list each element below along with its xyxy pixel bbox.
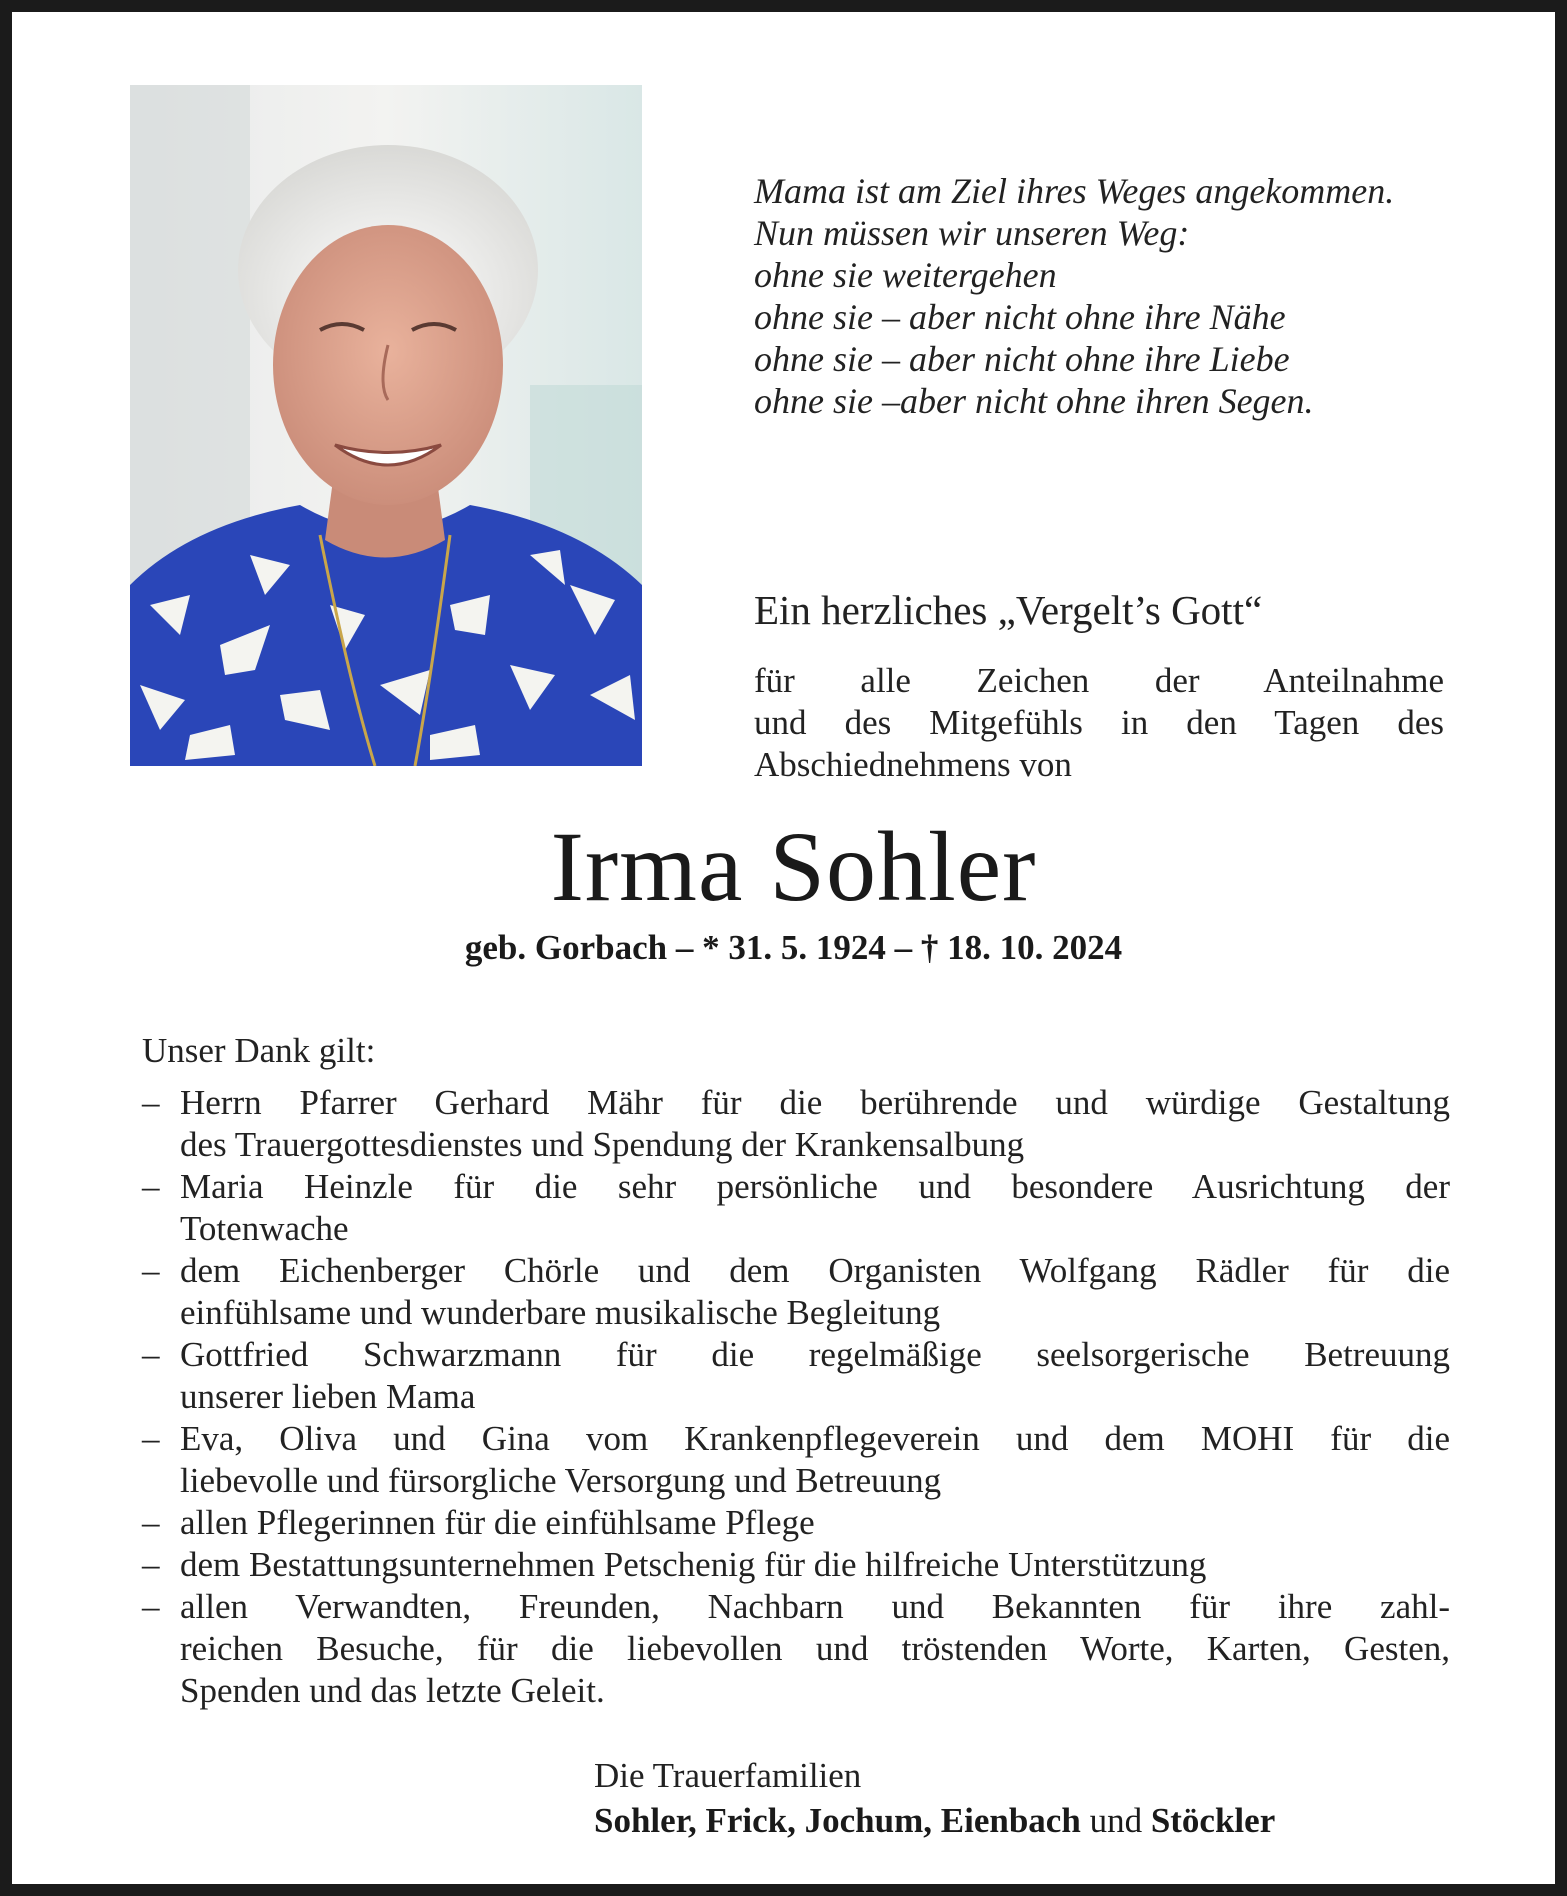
dash-bullet: – [142, 1083, 160, 1122]
list-item [142, 1334, 1450, 1418]
list-item-line: Herrn Pfarrer Gerhard Mähr für die berührende und würdige Gestaltung [180, 1083, 1450, 1122]
family-names: Sohler, Frick, Jochum, Eienbach [594, 1801, 1081, 1840]
acknowledgements-title: Unser Dank gilt: [142, 1031, 376, 1070]
list-item [142, 1586, 1450, 1712]
poem-line: ohne sie weitergehen [754, 255, 1057, 295]
dash-bullet: – [142, 1503, 160, 1542]
list-item [142, 1250, 1450, 1334]
poem-line: ohne sie – aber nicht ohne ihre Liebe [754, 339, 1290, 379]
list-item-line: allen Verwandten, Freunden, Nachbarn und Bekannten für ihre zahl- [180, 1587, 1450, 1626]
list-item-line: Eva, Oliva und Gina vom Krankenpflegeverein und dem MOHI für die [180, 1419, 1450, 1458]
list-item [142, 1418, 1450, 1502]
list-item-line: liebevolle und fürsorgliche Versorgung und Betreuung [180, 1461, 942, 1500]
portrait-photo [130, 85, 642, 766]
list-item-line: allen Pflegerinnen für die einfühlsame Pflege [180, 1503, 815, 1542]
list-item-line: des Trauergottesdienstes und Spendung der Krankensalbung [180, 1125, 1025, 1164]
list-item [142, 1544, 1450, 1586]
list-item [142, 1166, 1450, 1250]
poem-line: ohne sie – aber nicht ohne ihre Nähe [754, 297, 1286, 337]
thanks-text-line: Abschiednehmens von [754, 745, 1072, 784]
thanks-heading: Ein herzliches „Vergelt’s Gott“ [754, 587, 1263, 633]
list-item-line: dem Eichenberger Chörle und dem Organisten Wolfgang Rädler für die [180, 1251, 1450, 1290]
list-item [142, 1502, 1450, 1544]
thanks-text-line: und des Mitgefühls in den Tagen des [754, 703, 1444, 742]
family-name-last: Stöckler [1150, 1801, 1276, 1840]
list-item-line: dem Bestattungsunternehmen Petschenig für die hilfreiche Unterstützung [180, 1545, 1207, 1584]
list-item-line: unserer lieben Mama [180, 1377, 476, 1416]
list-item-line: Spenden und das letzte Geleit. [180, 1671, 605, 1710]
portrait-illustration [130, 85, 642, 766]
signature-intro: Die Trauerfamilien [594, 1756, 862, 1795]
life-dates: geb. Gorbach – * 31. 5. 1924 – † 18. 10. 2024 [464, 928, 1123, 967]
acknowledgements-list [142, 1082, 1450, 1712]
dash-bullet: – [142, 1419, 160, 1458]
list-item-line: reichen Besuche, für die liebevollen und tröstenden Worte, Karten, Gesten, [180, 1629, 1450, 1668]
family-connector: und [1089, 1801, 1143, 1840]
dash-bullet: – [142, 1167, 160, 1206]
dash-bullet: – [142, 1545, 160, 1584]
poem [754, 170, 1494, 422]
list-item-line: Gottfried Schwarzmann für die regelmäßige seelsorgerische Betreuung [180, 1335, 1450, 1374]
dash-bullet: – [142, 1335, 160, 1374]
dash-bullet: – [142, 1587, 160, 1626]
list-item-line: einfühlsame und wunderbare musikalische Begleitung [180, 1293, 941, 1332]
dash-bullet: – [142, 1251, 160, 1290]
poem-line: Mama ist am Ziel ihres Weges angekommen. [754, 171, 1395, 211]
poem-line: ohne sie –aber nicht ohne ihren Segen. [754, 381, 1314, 421]
thanks-text-line: für alle Zeichen der Anteilnahme [754, 661, 1444, 700]
list-item-line: Totenwache [180, 1209, 349, 1248]
signature-families [594, 1800, 1275, 1842]
thanks-text [754, 660, 1444, 786]
deceased-name: Irma Sohler [550, 811, 1037, 922]
list-item [142, 1082, 1450, 1166]
list-item-line: Maria Heinzle für die sehr persönliche und besondere Ausrichtung der [180, 1167, 1450, 1206]
poem-line: Nun müssen wir unseren Weg: [754, 213, 1190, 253]
